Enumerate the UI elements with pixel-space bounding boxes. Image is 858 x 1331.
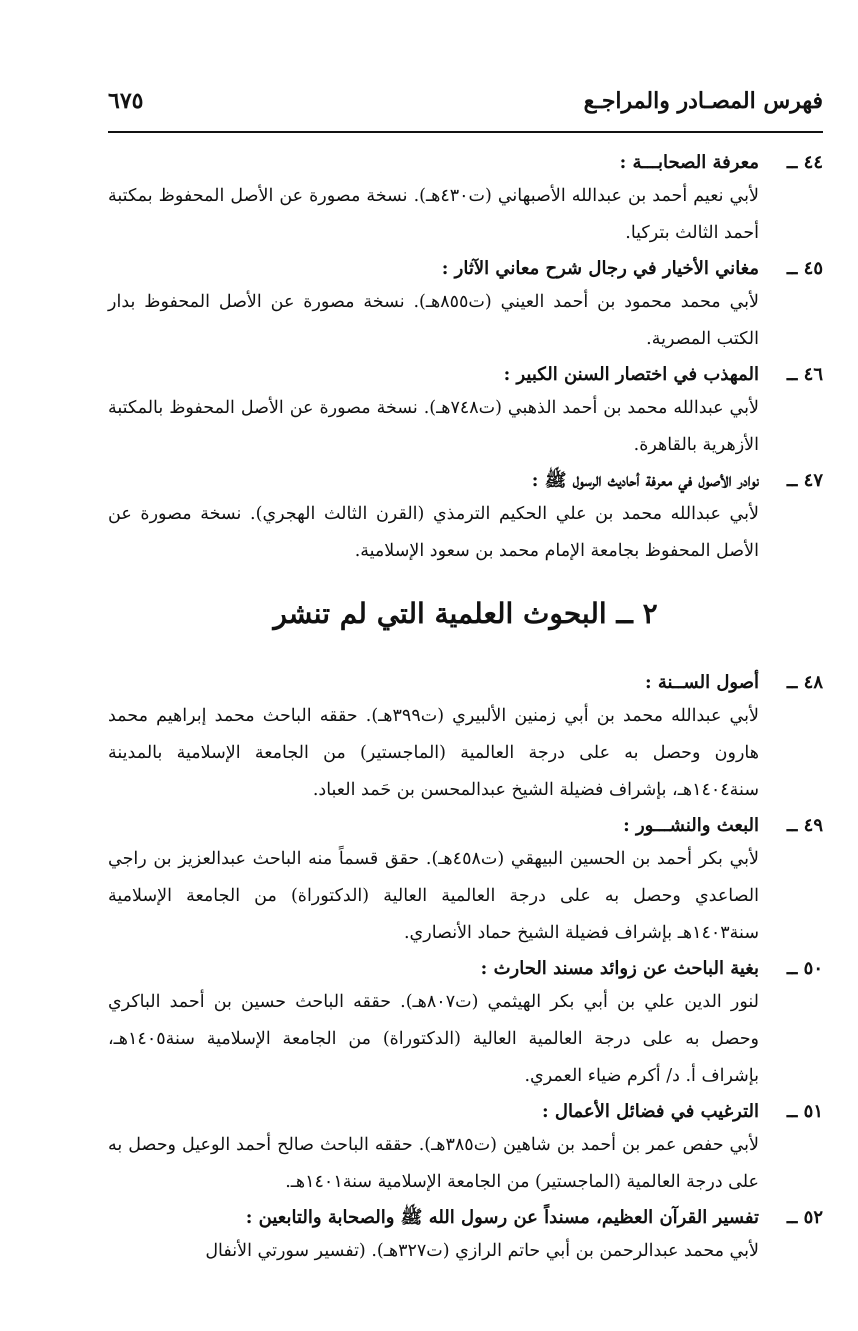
bibliography-entry <box>108 952 823 1095</box>
header-rule <box>108 131 823 133</box>
entry-description: لأبي محمد محمود بن أحمد العيني (ت٨٥٥هـ). نسخة مصورة عن الأصل المحفوظ بدار الكتب المصرية. <box>108 292 760 349</box>
bibliography-list-unpublished-research <box>108 666 823 1270</box>
entry-heading <box>108 952 823 986</box>
running-title: فهرس المصـادر والمراجـع <box>583 88 823 114</box>
entry-description: لأبي عبدالله محمد بن أحمد الذهبي (ت٧٤٨هـ). نسخة مصورة عن الأصل المحفوظ بالمكتبة الأزهرية بالقاهرة. <box>108 398 759 455</box>
entry-title: الترغيب في فضائل الأعمال : <box>541 1101 759 1122</box>
entry-title: نوادر الأصول في معرفة أحاديث الرسول ﷺ : <box>531 470 759 491</box>
entry-title: المهذب في اختصار السنن الكبير : <box>503 364 759 385</box>
entry-title: أصول الســنة : <box>644 672 759 693</box>
entry-number: ٤٦ ــ <box>786 364 823 385</box>
entry-heading <box>108 252 823 286</box>
bibliography-entry <box>108 358 823 464</box>
entry-heading <box>108 809 823 843</box>
entry-description: لأبي نعيم أحمد بن عبدالله الأصبهاني (ت٤٣٠هـ). نسخة مصورة عن الأصل المحفوظ بمكتبة أحمد الثالث بتركيا. <box>108 186 759 243</box>
entry-description: لأبي عبدالله محمد بن علي الحكيم الترمذي (القرن الثالث الهجري). نسخة مصورة عن الأصل المحفوظ بجامعة الإمام محمد بن سعود الإسلامية. <box>108 504 759 561</box>
bibliography-entry <box>108 464 823 570</box>
entry-title: مغاني الأخيار في رجال شرح معاني الآثار : <box>441 258 759 279</box>
bibliography-entry <box>108 1201 823 1270</box>
entry-heading <box>108 666 823 700</box>
entry-title: البعث والنشـــور : <box>623 815 759 836</box>
entry-title: معرفة الصحابـــة : <box>619 152 759 173</box>
entry-number: ٥٠ ــ <box>786 958 823 979</box>
bibliography-entry <box>108 809 823 952</box>
entry-heading <box>108 1095 823 1129</box>
entry-heading <box>108 1201 823 1235</box>
entry-number: ٤٤ ــ <box>786 152 823 173</box>
section-heading: ٢ ــ البحوث العلمية التي لم تنشر <box>273 597 658 630</box>
page-header <box>108 88 823 128</box>
entry-description: لأبي عبدالله محمد بن أبي زمنين الألبيري (ت٣٩٩هـ). حققه الباحث محمد إبراهيم محمد هارون وحصل به على درجة العالمية (الماجستير) من الجامعة الإسلامية بالمدينة سنة١٤٠٤هـ، بإشراف فضيلة الشيخ عبدالمحسن بن حَمد العباد. <box>108 706 759 800</box>
entry-description: لأبي بكر أحمد بن الحسين البيهقي (ت٤٥٨هـ). حقق قسماً منه الباحث عبدالعزيز بن راجي الصاعدي وحصل به على درجة العالمية العالية (الدكتوراة) من الجامعة الإسلامية سنة١٤٠٣هـ بإشراف فضيلة الشيخ حماد الأنصاري. <box>108 849 760 943</box>
entry-heading <box>108 464 823 498</box>
bibliography-entry <box>108 252 823 358</box>
bibliography-entry <box>108 146 823 252</box>
entry-description: لأبي حفص عمر بن أحمد بن شاهين (ت٣٨٥هـ). حققه الباحث صالح أحمد الوعيل وحصل به على درجة العالمية (الماجستير) من الجامعة الإسلامية سنة١٤٠١هـ. <box>108 1135 759 1192</box>
entry-number: ٤٨ ــ <box>786 672 823 693</box>
bibliography-list-manuscripts <box>108 146 823 570</box>
entry-number: ٥٢ ــ <box>786 1207 823 1228</box>
entry-title: بغية الباحث عن زوائد مسند الحارث : <box>480 958 759 979</box>
entry-number: ٤٩ ــ <box>786 815 823 836</box>
entry-heading <box>108 358 823 392</box>
entry-number: ٤٥ ــ <box>786 258 823 279</box>
bibliography-entry <box>108 666 823 809</box>
entry-number: ٥١ ــ <box>786 1101 823 1122</box>
entry-number: ٤٧ ــ <box>786 470 823 491</box>
page-number: ٦٧٥ <box>108 88 144 114</box>
entry-heading <box>108 146 823 180</box>
entry-description: لأبي محمد عبدالرحمن بن أبي حاتم الرازي (ت٣٢٧هـ). (تفسير سورتي الأنفال <box>205 1241 759 1261</box>
entry-description: لنور الدين علي بن أبي بكر الهيثمي (ت٨٠٧هـ). حققه الباحث حسين بن أحمد الباكري وحصل به على درجة العالمية العالية (الدكتوراة) من الجامعة الإسلامية سنة١٤٠٥هـ، بإشراف أ. د/ أكرم ضياء العمري. <box>108 992 759 1086</box>
entry-title: تفسير القرآن العظيم، مسنداً عن رسول الله ﷺ والصحابة والتابعين : <box>245 1207 759 1228</box>
bibliography-entry <box>108 1095 823 1201</box>
